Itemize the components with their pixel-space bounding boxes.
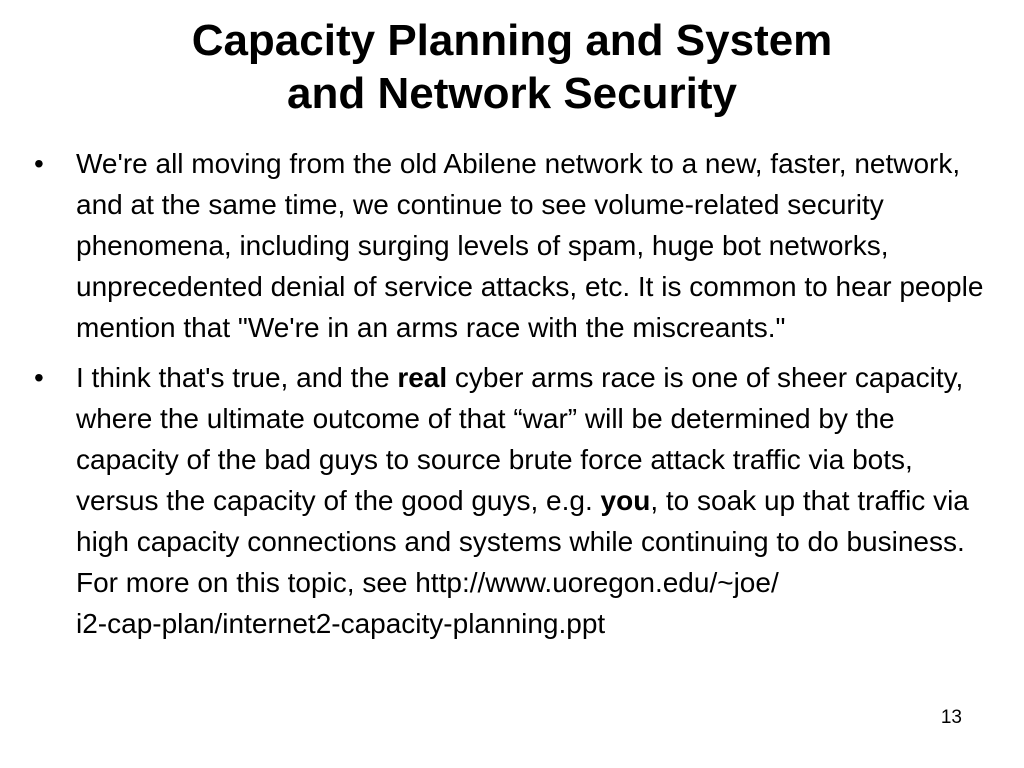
- bullet-text-segment: I think that's true, and the: [76, 362, 398, 393]
- slide-title-line-2: and Network Security: [287, 69, 737, 118]
- bullet-text-segment: cyber arms race is one of sheer capacity, where the ultimate outcome of that “war” will be determined by the capacity of the bad guys to source brute force attack traffic via bots, versus the capacity of the good guys, e.g.: [76, 362, 964, 516]
- bullet-text-1: We're all moving from the old Abilene network to a new, faster, network, and at the same time, we continue to see volume-related security phenomena, including surging levels of spam, huge bot networks, unprecedented denial of service attacks, etc. It is common to hear people mention that "We're in an arms race with the miscreants.": [76, 148, 984, 343]
- bullet-text-segment: , to soak up that traffic via high capacity connections and systems while continuing to do business. For more on this topic, see http://www.uoregon.edu/~joe/: [76, 485, 969, 598]
- slide-title: [0, 14, 1024, 120]
- bullet-marker: •: [34, 148, 44, 179]
- url-text: i2-cap-plan/internet2-capacity-planning.ppt: [76, 608, 606, 639]
- bullet-marker: •: [34, 362, 44, 393]
- bullet-item-2: [34, 357, 994, 644]
- page-number: 13: [940, 707, 962, 728]
- slide-title-line-1: Capacity Planning and System: [191, 16, 833, 65]
- bullet-item-1: [34, 143, 994, 348]
- emphasis-you: you: [600, 485, 651, 516]
- bullet-list: [34, 143, 994, 653]
- emphasis-real: real: [397, 362, 448, 393]
- bullet-text-2: [76, 362, 994, 644]
